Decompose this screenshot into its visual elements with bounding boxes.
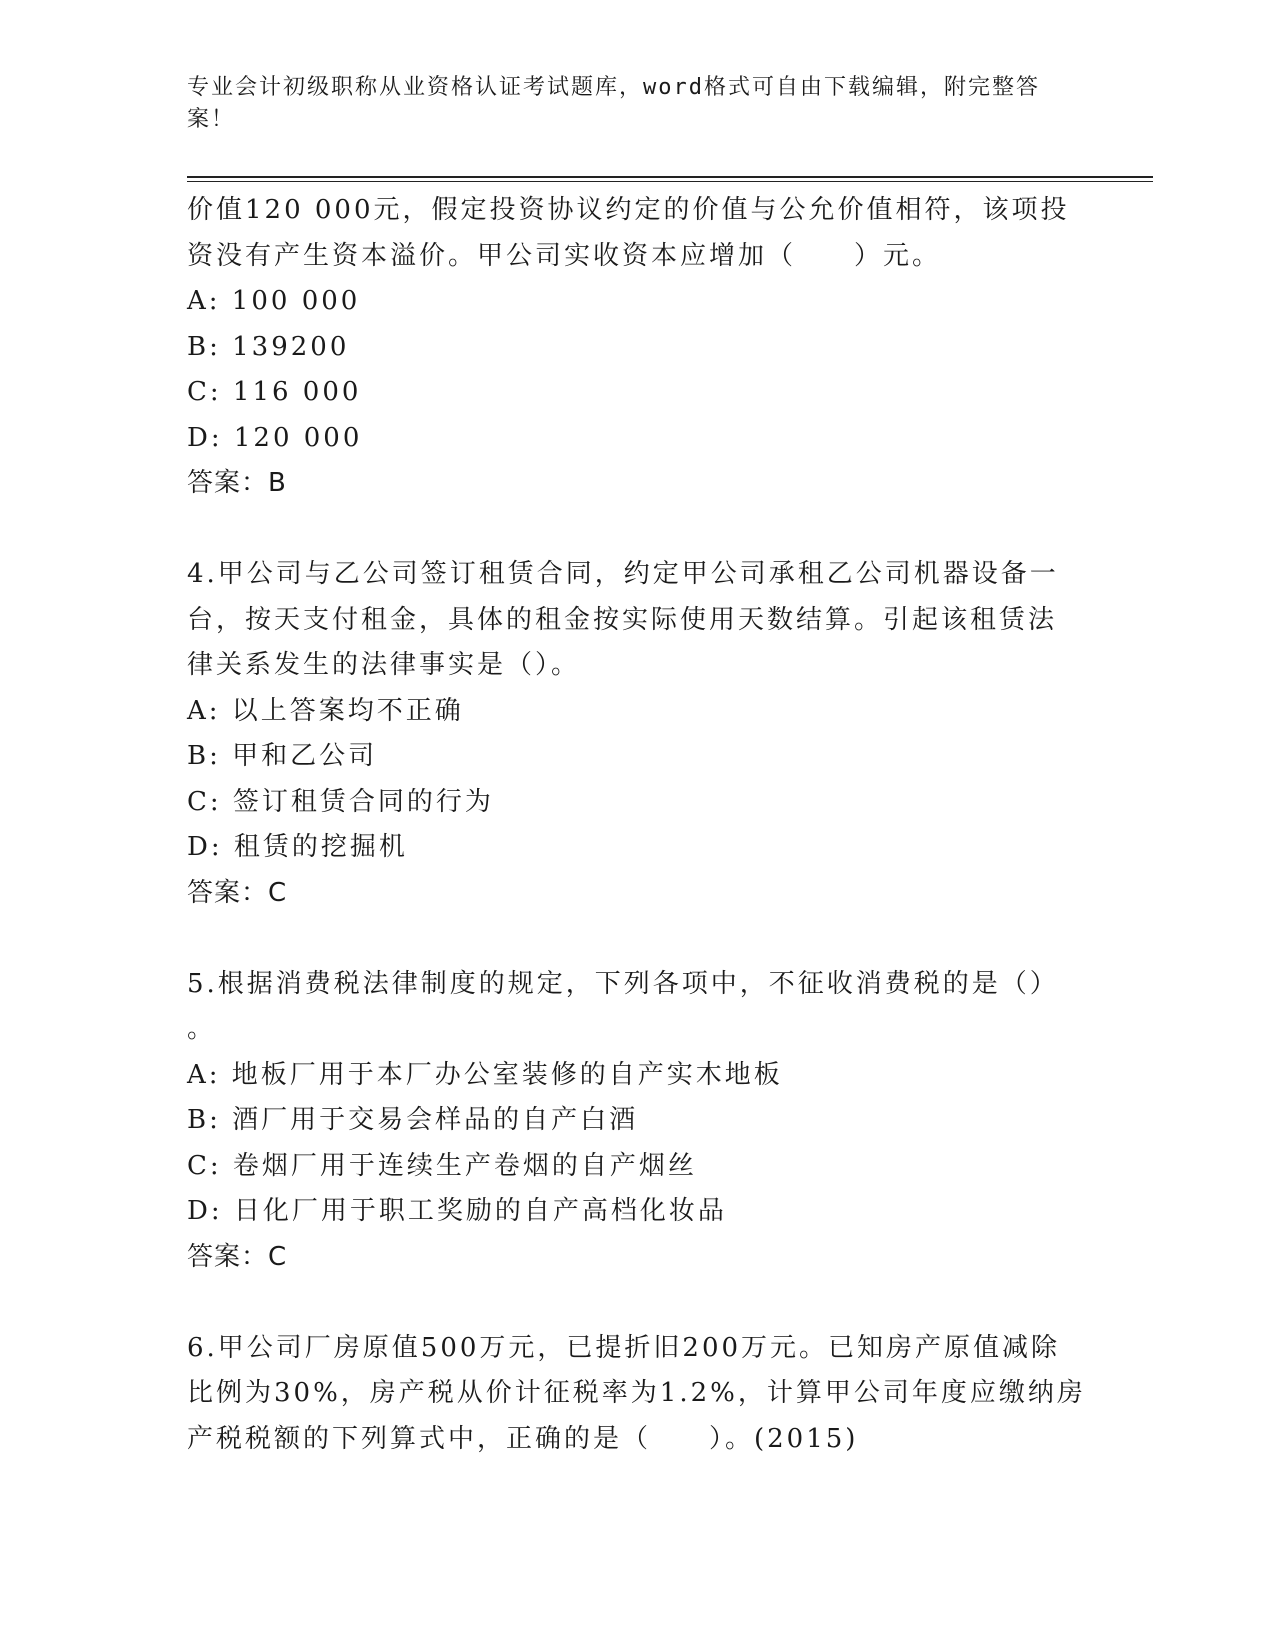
header-line-1: 专业会计初级职称从业资格认证考试题库，word格式可自由下载编辑，附完整答 bbox=[187, 75, 1040, 100]
header-divider-thin bbox=[187, 181, 1153, 182]
question-5 bbox=[187, 962, 1067, 1281]
option-d: D: 租赁的挖掘机 bbox=[187, 832, 408, 862]
option-a: A: 以上答案均不正确 bbox=[187, 695, 464, 726]
option-b: B: 139200 bbox=[187, 331, 350, 362]
question-text-line: 产税税额的下列算式中，正确的是（ ）。(2015) bbox=[187, 1423, 859, 1454]
question-6 bbox=[187, 1326, 1086, 1463]
page-header bbox=[187, 72, 1067, 136]
spacer bbox=[187, 1280, 1067, 1326]
question-text-line: 资没有产生资本溢价。甲公司实收资本应增加（ ）元。 bbox=[187, 240, 942, 271]
question-text-line: 5.根据消费税法律制度的规定，下列各项中，不征收消费税的是（） bbox=[187, 968, 1059, 999]
option-b: B: 甲和乙公司 bbox=[187, 741, 378, 771]
question-text-line: 4.甲公司与乙公司签订租赁合同，约定甲公司承租乙公司机器设备一 bbox=[187, 559, 1059, 589]
option-c: C: 116 000 bbox=[187, 377, 362, 407]
option-d: D: 日化厂用于职工奖励的自产高档化妆品 bbox=[187, 1196, 727, 1226]
question-3 bbox=[187, 188, 1070, 507]
header-divider-thick bbox=[187, 176, 1153, 178]
spacer bbox=[187, 916, 1067, 962]
question-text-line: 比例为30%，房产税从价计征税率为1.2%，计算甲公司年度应缴纳房 bbox=[187, 1378, 1086, 1408]
question-text-line: 。 bbox=[187, 1014, 217, 1044]
question-4 bbox=[187, 552, 1067, 916]
answer-line: 答案：C bbox=[187, 1241, 288, 1272]
option-c: C: 签订租赁合同的行为 bbox=[187, 786, 494, 817]
option-c: C: 卷烟厂用于连续生产卷烟的自产烟丝 bbox=[187, 1150, 697, 1181]
question-text-line: 6.甲公司厂房原值500万元，已提折旧200万元。已知房产原值减除 bbox=[187, 1332, 1061, 1363]
answer-line: 答案：C bbox=[187, 877, 288, 908]
spacer bbox=[187, 507, 1067, 553]
question-list bbox=[187, 188, 1086, 1462]
option-d: D: 120 000 bbox=[187, 422, 363, 453]
question-text-line: 价值120 000元，假定投资协议约定的价值与公允价值相符，该项投 bbox=[187, 195, 1070, 225]
answer-line: 答案：B bbox=[187, 468, 287, 498]
option-a: A: 100 000 bbox=[187, 286, 361, 316]
header-line-2: 案！ bbox=[187, 107, 236, 132]
question-text-line: 律关系发生的法律事实是（）。 bbox=[187, 650, 581, 680]
option-a: A: 地板厂用于本厂办公室装修的自产实木地板 bbox=[187, 1059, 783, 1090]
question-text-line: 台，按天支付租金，具体的租金按实际使用天数结算。引起该租赁法 bbox=[187, 604, 1058, 635]
option-b: B: 酒厂用于交易会样品的自产白酒 bbox=[187, 1105, 639, 1135]
